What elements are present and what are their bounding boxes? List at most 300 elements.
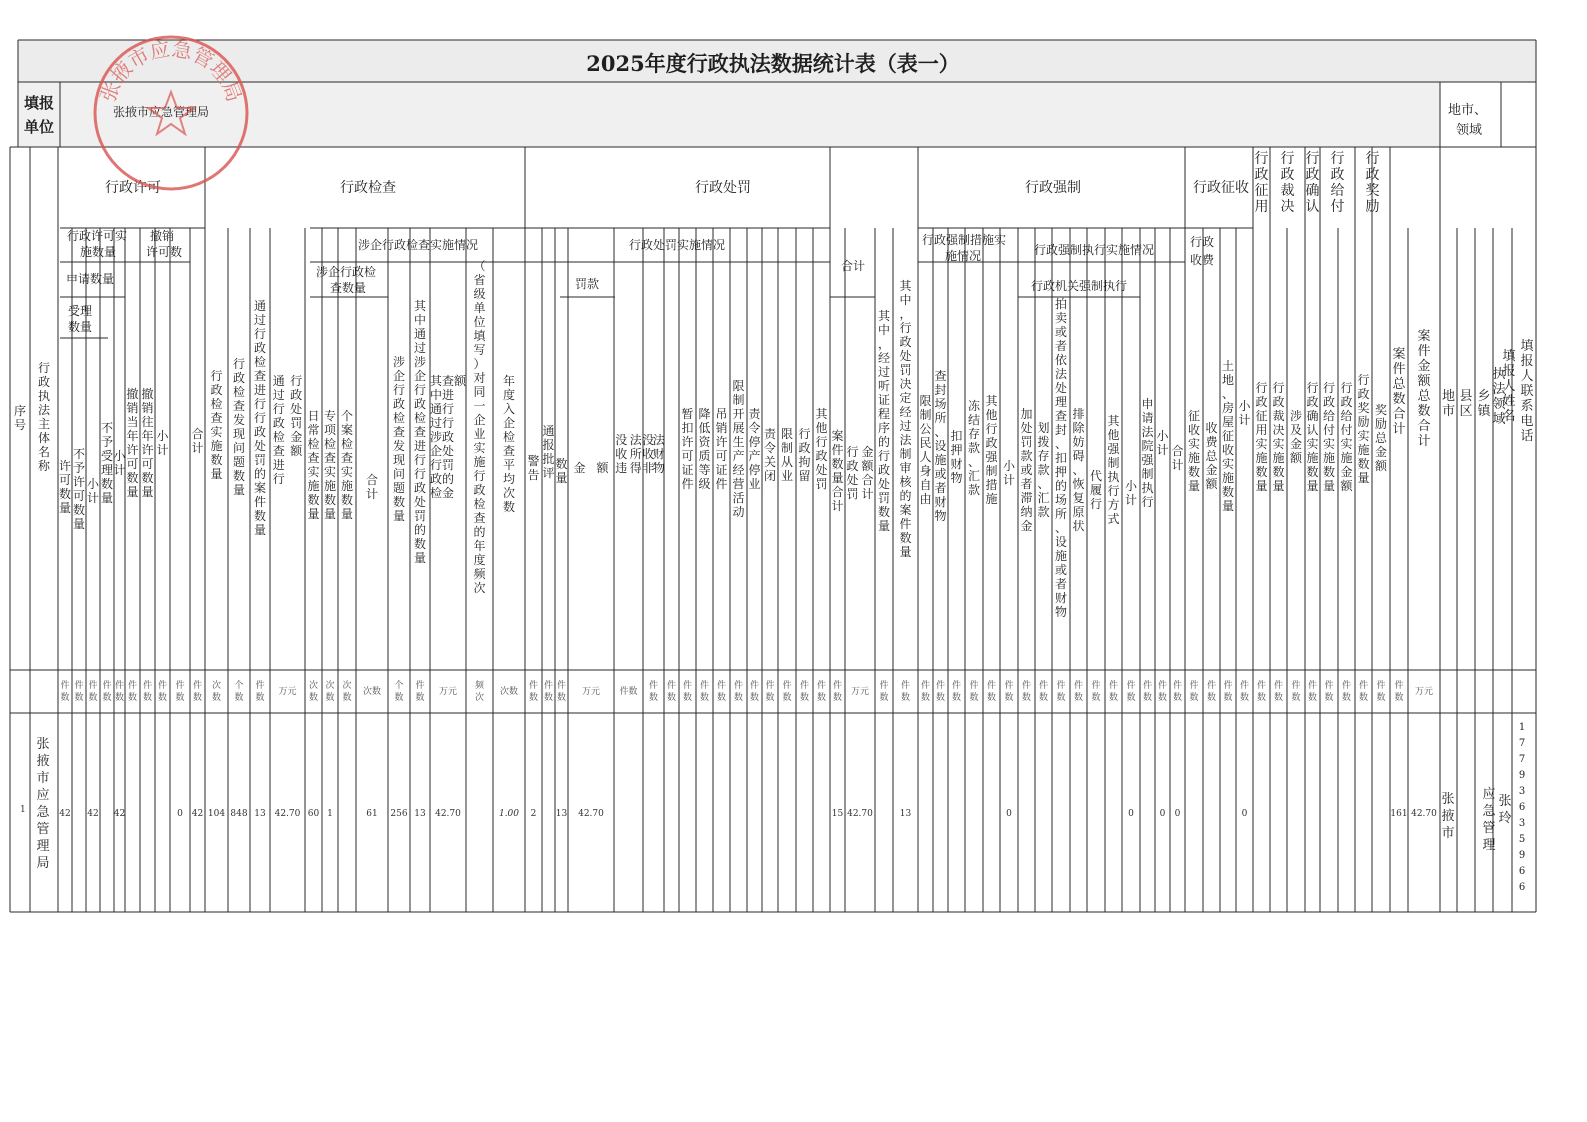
svg-text:所: 所 bbox=[629, 447, 642, 461]
svg-text:过: 过 bbox=[413, 341, 427, 355]
svg-text:检: 检 bbox=[253, 355, 267, 369]
svg-text:收: 收 bbox=[1221, 443, 1235, 457]
svg-text:营: 营 bbox=[732, 477, 745, 491]
svg-text:件: 件 bbox=[255, 681, 265, 691]
svg-text:数: 数 bbox=[1142, 693, 1153, 703]
unit-cell bbox=[128, 679, 137, 703]
unit-cell bbox=[1126, 679, 1135, 703]
svg-text:写: 写 bbox=[473, 343, 486, 357]
svg-text:政: 政 bbox=[1272, 395, 1285, 409]
svg-text:政: 政 bbox=[1357, 387, 1370, 401]
unit-cell bbox=[309, 679, 318, 703]
svg-text:施: 施 bbox=[323, 479, 337, 493]
svg-text:没: 没 bbox=[615, 433, 628, 447]
svg-text:年: 年 bbox=[473, 539, 486, 553]
svg-text:计: 计 bbox=[1002, 473, 1016, 487]
unit-cell bbox=[817, 679, 826, 703]
table-cell: 0 bbox=[1174, 809, 1181, 819]
hdr-ent-penalty-amount bbox=[430, 373, 467, 500]
svg-text:动: 动 bbox=[732, 505, 745, 519]
table-cell: 256 bbox=[390, 809, 408, 819]
hdr-licensing-impl: 行政许可实施数量 bbox=[67, 229, 128, 259]
svg-text:报: 报 bbox=[542, 438, 555, 452]
svg-text:降: 降 bbox=[698, 407, 711, 421]
svg-text:执: 执 bbox=[1107, 470, 1120, 484]
svg-text:总: 总 bbox=[1205, 449, 1218, 463]
svg-text:通: 通 bbox=[253, 299, 267, 313]
svg-text:查: 查 bbox=[253, 369, 267, 383]
svg-text:计: 计 bbox=[191, 441, 204, 455]
svg-text:政: 政 bbox=[441, 430, 455, 444]
hdr-apply: 申请数量 bbox=[66, 272, 115, 286]
svg-text:案: 案 bbox=[1392, 347, 1406, 362]
svg-text:决: 决 bbox=[899, 377, 912, 391]
svg-text:市: 市 bbox=[36, 771, 50, 786]
svg-text:或: 或 bbox=[1054, 325, 1068, 339]
svg-text:执: 执 bbox=[1141, 481, 1154, 495]
svg-text:量: 量 bbox=[1272, 479, 1285, 493]
hdr-case-total bbox=[831, 429, 843, 513]
unit-cell bbox=[969, 679, 978, 703]
svg-text:数: 数 bbox=[72, 503, 86, 517]
svg-text:6: 6 bbox=[1518, 802, 1526, 813]
svg-text:6: 6 bbox=[1518, 866, 1526, 877]
svg-text:其: 其 bbox=[815, 407, 828, 421]
svg-text:数: 数 bbox=[325, 693, 335, 703]
hdr-penalty-impl: 行政处罚实施情况 bbox=[628, 238, 726, 252]
svg-text:行: 行 bbox=[1305, 151, 1320, 167]
svg-text:企: 企 bbox=[502, 416, 516, 430]
svg-text:件: 件 bbox=[682, 681, 693, 691]
table-cell: 42.70 bbox=[578, 809, 604, 819]
svg-text:管: 管 bbox=[1482, 821, 1496, 836]
svg-text:万元: 万元 bbox=[278, 687, 297, 697]
svg-text:行: 行 bbox=[272, 402, 285, 416]
hdr-ent-penalty-cases bbox=[414, 298, 427, 565]
svg-text:所: 所 bbox=[1054, 507, 1068, 521]
svg-text:妨: 妨 bbox=[1072, 435, 1085, 449]
svg-text:行: 行 bbox=[441, 416, 455, 430]
svg-text:公: 公 bbox=[919, 422, 932, 436]
svg-text:级: 级 bbox=[698, 477, 711, 491]
svg-text:年: 年 bbox=[502, 374, 516, 388]
svg-text:拍: 拍 bbox=[1054, 297, 1068, 311]
svg-text:数: 数 bbox=[935, 693, 946, 703]
svg-text:核: 核 bbox=[899, 475, 912, 489]
unit-cell bbox=[1158, 679, 1167, 703]
hdr-deny bbox=[73, 447, 85, 531]
svg-text:收: 收 bbox=[615, 447, 628, 461]
svg-text:程: 程 bbox=[877, 407, 891, 421]
svg-text:量: 量 bbox=[1306, 479, 1319, 493]
hdr-court-exec bbox=[1141, 396, 1154, 509]
svg-text:销: 销 bbox=[141, 401, 154, 415]
svg-text:件: 件 bbox=[816, 681, 827, 691]
svg-text:合: 合 bbox=[831, 485, 844, 499]
svg-text:数: 数 bbox=[831, 457, 844, 471]
svg-text:的: 的 bbox=[253, 467, 267, 481]
svg-text:数: 数 bbox=[556, 693, 567, 703]
svg-text:计: 计 bbox=[1156, 443, 1169, 457]
svg-text:现: 现 bbox=[232, 427, 246, 441]
svg-text:征: 征 bbox=[1221, 429, 1235, 443]
svg-text:他: 他 bbox=[985, 408, 998, 422]
svg-text:数: 数 bbox=[682, 693, 693, 703]
svg-text:物: 物 bbox=[1054, 605, 1068, 619]
svg-text:可: 可 bbox=[681, 449, 694, 463]
svg-text:征: 征 bbox=[1254, 183, 1269, 199]
svg-text:件: 件 bbox=[1126, 681, 1136, 691]
svg-text:市: 市 bbox=[1441, 404, 1456, 419]
hdr-legal-review bbox=[899, 278, 912, 559]
svg-text:问: 问 bbox=[232, 441, 246, 455]
svg-text:当: 当 bbox=[126, 415, 139, 429]
svg-text:行: 行 bbox=[1280, 151, 1295, 167]
svg-text:政: 政 bbox=[37, 375, 51, 389]
svg-text:实: 实 bbox=[1187, 437, 1201, 451]
svg-text:财: 财 bbox=[950, 457, 963, 471]
svg-text:他: 他 bbox=[815, 421, 828, 435]
svg-text:合: 合 bbox=[1392, 407, 1406, 422]
svg-text:定: 定 bbox=[899, 391, 912, 405]
svg-text:者: 者 bbox=[934, 481, 947, 495]
hdr-enterprise-group: 涉企行政检查实施情况 bbox=[357, 238, 479, 252]
svg-text:付: 付 bbox=[1340, 423, 1353, 437]
svg-text:件: 件 bbox=[528, 681, 539, 691]
svg-text:非: 非 bbox=[642, 461, 655, 475]
svg-text:件: 件 bbox=[1324, 681, 1334, 691]
svg-text:行: 行 bbox=[441, 402, 455, 416]
svg-text:件: 件 bbox=[733, 681, 744, 691]
svg-text:企: 企 bbox=[392, 369, 406, 383]
svg-text:理: 理 bbox=[1482, 838, 1496, 853]
svg-text:行: 行 bbox=[253, 397, 267, 411]
svg-text:小: 小 bbox=[113, 449, 126, 463]
unit-cell bbox=[1004, 679, 1013, 703]
svg-text:撤: 撤 bbox=[141, 387, 154, 401]
svg-text:划: 划 bbox=[1037, 421, 1050, 435]
svg-text:总: 总 bbox=[1417, 389, 1431, 404]
svg-text:开: 开 bbox=[732, 407, 745, 421]
svg-text:政: 政 bbox=[272, 416, 285, 430]
svg-text:数: 数 bbox=[1417, 404, 1431, 419]
svg-text:制: 制 bbox=[780, 441, 794, 455]
svg-text:件: 件 bbox=[935, 681, 946, 691]
svg-text:件: 件 bbox=[60, 681, 70, 691]
svg-text:实: 实 bbox=[1255, 437, 1268, 451]
svg-text:措: 措 bbox=[985, 478, 998, 492]
svg-text:金: 金 bbox=[1417, 359, 1431, 374]
svg-text:民: 民 bbox=[919, 436, 932, 450]
table-cell: 0 bbox=[1128, 809, 1134, 819]
svg-text:给: 给 bbox=[1340, 409, 1353, 423]
svg-text:制: 制 bbox=[732, 393, 745, 407]
hdr-remove-obstacle bbox=[1072, 406, 1085, 533]
table-cell: 104 bbox=[207, 809, 226, 819]
svg-text:所: 所 bbox=[934, 411, 947, 425]
svg-text:3: 3 bbox=[1518, 818, 1526, 829]
svg-text:押: 押 bbox=[1054, 465, 1068, 479]
svg-text:总: 总 bbox=[1392, 377, 1406, 392]
svg-text:法: 法 bbox=[1141, 425, 1154, 439]
unit-cell bbox=[1074, 679, 1083, 703]
svg-text:冻: 冻 bbox=[967, 399, 981, 413]
unit-cell bbox=[1257, 679, 1266, 703]
hdr-freeze bbox=[968, 398, 981, 497]
svg-text:土: 土 bbox=[1221, 359, 1235, 373]
unit-cell bbox=[649, 679, 658, 703]
svg-text:法: 法 bbox=[1492, 382, 1506, 397]
svg-text:许: 许 bbox=[141, 443, 154, 457]
unit-cell bbox=[921, 679, 930, 703]
svg-text:计: 计 bbox=[86, 491, 100, 505]
svg-text:数: 数 bbox=[1256, 693, 1267, 703]
svg-text:评: 评 bbox=[542, 466, 555, 480]
svg-text:、: 、 bbox=[934, 425, 947, 439]
svg-text:额: 额 bbox=[1205, 477, 1218, 491]
svg-text:施: 施 bbox=[934, 453, 947, 467]
vertical-headers bbox=[14, 151, 1535, 619]
svg-text:同: 同 bbox=[473, 385, 486, 399]
svg-text:处: 处 bbox=[413, 495, 427, 509]
hdr-insp-problems bbox=[233, 357, 245, 497]
svg-text:、: 、 bbox=[1221, 387, 1235, 401]
svg-text:计: 计 bbox=[1392, 422, 1406, 437]
hdr-notice bbox=[542, 424, 554, 480]
svg-text:政: 政 bbox=[232, 371, 246, 385]
svg-text:查: 查 bbox=[232, 399, 246, 413]
hdr-expropriation-group bbox=[1255, 151, 1269, 215]
svg-text:件: 件 bbox=[1004, 681, 1014, 691]
svg-text:金: 金 bbox=[441, 486, 455, 500]
svg-text:额: 额 bbox=[290, 444, 303, 458]
unit-cell bbox=[782, 679, 791, 703]
svg-text:申: 申 bbox=[1141, 397, 1154, 411]
svg-text:行: 行 bbox=[1330, 151, 1345, 167]
hdr-special bbox=[324, 408, 337, 521]
svg-text:主: 主 bbox=[37, 417, 51, 431]
svg-text:扣: 扣 bbox=[950, 429, 963, 443]
svg-text:经: 经 bbox=[899, 405, 912, 419]
svg-text:查: 查 bbox=[934, 369, 947, 383]
svg-text:金: 金 bbox=[1020, 519, 1033, 533]
svg-text:查: 查 bbox=[323, 451, 337, 465]
svg-text:系: 系 bbox=[1520, 399, 1534, 414]
svg-text:掖: 掖 bbox=[1441, 809, 1455, 824]
svg-text:行: 行 bbox=[253, 327, 267, 341]
svg-text:封: 封 bbox=[934, 383, 947, 397]
svg-text:小: 小 bbox=[1002, 459, 1016, 473]
svg-text:闭: 闭 bbox=[763, 469, 777, 483]
svg-text:，: ， bbox=[877, 337, 891, 351]
svg-text:件: 件 bbox=[900, 681, 911, 691]
svg-text:年: 年 bbox=[126, 429, 139, 443]
svg-text:法: 法 bbox=[652, 433, 665, 447]
svg-text:数: 数 bbox=[60, 693, 70, 703]
svg-text:数: 数 bbox=[733, 693, 744, 703]
svg-text:限: 限 bbox=[732, 379, 745, 393]
svg-text:数: 数 bbox=[543, 693, 554, 703]
svg-text:收: 收 bbox=[1187, 423, 1201, 437]
svg-text:吊: 吊 bbox=[715, 407, 728, 421]
svg-text:处: 处 bbox=[815, 463, 828, 477]
svg-text:行: 行 bbox=[1254, 151, 1269, 167]
svg-text:其: 其 bbox=[985, 394, 998, 408]
svg-text:其: 其 bbox=[899, 279, 912, 293]
unit-cell bbox=[325, 679, 334, 703]
svg-text:数: 数 bbox=[142, 693, 153, 703]
svg-text:实: 实 bbox=[1221, 457, 1235, 471]
hdr-late-fee bbox=[1020, 406, 1032, 533]
unit-cell bbox=[700, 679, 709, 703]
hdr-revoke-previous bbox=[141, 386, 153, 499]
svg-text:计: 计 bbox=[113, 463, 126, 477]
svg-text:局: 局 bbox=[36, 856, 50, 871]
row-values bbox=[59, 809, 1437, 819]
svg-text:罚: 罚 bbox=[253, 453, 267, 467]
svg-text:金: 金 bbox=[1289, 437, 1303, 451]
svg-text:行: 行 bbox=[272, 472, 285, 486]
svg-text:行: 行 bbox=[413, 383, 427, 397]
svg-text:数: 数 bbox=[920, 693, 931, 703]
svg-text:数: 数 bbox=[1157, 693, 1168, 703]
svg-text:小: 小 bbox=[1238, 399, 1251, 413]
svg-text:政: 政 bbox=[290, 388, 303, 402]
svg-text:其: 其 bbox=[1107, 414, 1120, 428]
hdr-payment-count bbox=[1323, 381, 1335, 493]
svg-text:件: 件 bbox=[1157, 681, 1168, 691]
svg-text:7: 7 bbox=[1518, 754, 1526, 765]
unit-cell bbox=[500, 685, 518, 697]
svg-text:数: 数 bbox=[528, 693, 539, 703]
unit-cell bbox=[901, 679, 910, 703]
svg-text:小: 小 bbox=[1156, 429, 1169, 443]
hdr-transfer bbox=[1037, 420, 1049, 519]
svg-text:其: 其 bbox=[877, 309, 891, 323]
svg-text:过: 过 bbox=[899, 419, 912, 433]
hdr-confiscate-property bbox=[642, 432, 666, 475]
svg-text:名: 名 bbox=[37, 445, 51, 459]
svg-text:检: 检 bbox=[232, 385, 246, 399]
hdr-payment-group bbox=[1331, 151, 1345, 215]
svg-text:件: 件 bbox=[1056, 681, 1066, 691]
svg-text:行: 行 bbox=[1107, 484, 1120, 498]
svg-text:过: 过 bbox=[429, 416, 443, 430]
svg-text:款: 款 bbox=[967, 483, 981, 497]
table-cell: 1.00 bbox=[498, 809, 520, 819]
svg-text:、: 、 bbox=[1037, 477, 1050, 491]
svg-text:行: 行 bbox=[877, 449, 891, 463]
hdr-insp-penalty-cases bbox=[254, 299, 266, 537]
svg-text:施: 施 bbox=[1340, 451, 1353, 465]
svg-text:查: 查 bbox=[210, 411, 223, 425]
svg-text:数: 数 bbox=[1056, 693, 1066, 703]
svg-text:中: 中 bbox=[429, 388, 443, 402]
svg-text:计: 计 bbox=[861, 487, 874, 501]
seal-text: 张掖市应急管理局 bbox=[95, 36, 247, 105]
svg-text:款: 款 bbox=[1037, 505, 1050, 519]
svg-text:政: 政 bbox=[1254, 167, 1269, 183]
svg-text:合: 合 bbox=[365, 473, 379, 487]
svg-text:罚: 罚 bbox=[899, 363, 912, 377]
svg-text:查: 查 bbox=[413, 425, 427, 439]
hdr-enterprise-count: 涉企行政检查数量 bbox=[316, 265, 377, 295]
svg-text:款: 款 bbox=[1020, 449, 1033, 463]
svg-text:量: 量 bbox=[1357, 471, 1370, 485]
svg-text:案: 案 bbox=[1417, 329, 1431, 344]
table-cell: 42.70 bbox=[274, 809, 301, 819]
svg-text:计: 计 bbox=[1124, 493, 1138, 507]
svg-text:过: 过 bbox=[877, 365, 891, 379]
svg-text:处: 处 bbox=[1020, 421, 1033, 435]
svg-text:许: 许 bbox=[58, 459, 72, 473]
svg-text:中: 中 bbox=[899, 293, 912, 307]
svg-text:行: 行 bbox=[815, 435, 828, 449]
hdr-confirmation-count bbox=[1306, 381, 1318, 493]
svg-text:计: 计 bbox=[1171, 458, 1184, 472]
svg-text:行: 行 bbox=[232, 357, 246, 371]
svg-text:数: 数 bbox=[879, 693, 889, 703]
svg-text:件: 件 bbox=[666, 681, 677, 691]
svg-text:小: 小 bbox=[1124, 479, 1138, 493]
svg-text:数: 数 bbox=[392, 495, 406, 509]
hdr-annual-freq bbox=[473, 259, 486, 595]
svg-text:3: 3 bbox=[1518, 786, 1526, 797]
svg-text:数: 数 bbox=[1172, 693, 1183, 703]
hdr-levy-subtotal bbox=[1238, 399, 1251, 427]
unit-cell bbox=[234, 679, 243, 703]
svg-text:，: ， bbox=[899, 307, 912, 321]
svg-text:奖: 奖 bbox=[1374, 403, 1388, 417]
hdr-confirmation-group bbox=[1306, 151, 1320, 215]
page-title: 2025年度行政执法数据统计表（表一） bbox=[586, 51, 960, 76]
svg-text:件: 件 bbox=[192, 681, 203, 691]
unit-cell bbox=[1394, 679, 1403, 703]
svg-text:企: 企 bbox=[429, 444, 443, 458]
svg-text:理: 理 bbox=[36, 839, 50, 854]
svg-text:滞: 滞 bbox=[1020, 491, 1033, 505]
svg-text:件: 件 bbox=[88, 681, 98, 691]
unit-cell bbox=[74, 679, 83, 703]
svg-text:件: 件 bbox=[1394, 681, 1404, 691]
hdr-exec-subtotal-c bbox=[1156, 429, 1169, 457]
svg-text:件数: 件数 bbox=[619, 687, 638, 697]
hdr-adjudication-count bbox=[1272, 381, 1284, 493]
hdr-accepted: 受理数量 bbox=[68, 304, 93, 334]
svg-text:展: 展 bbox=[732, 421, 745, 435]
svg-text:量: 量 bbox=[100, 491, 114, 505]
svg-text:序: 序 bbox=[877, 421, 891, 435]
svg-text:县: 县 bbox=[1459, 389, 1473, 404]
svg-text:度: 度 bbox=[502, 388, 516, 402]
svg-text:量: 量 bbox=[831, 471, 844, 485]
hdr-filler-name bbox=[1502, 349, 1516, 424]
svg-text:代: 代 bbox=[1089, 469, 1103, 483]
svg-text:管: 管 bbox=[36, 822, 50, 837]
svg-text:受: 受 bbox=[100, 449, 114, 463]
svg-text:件: 件 bbox=[986, 681, 997, 691]
svg-text:数: 数 bbox=[900, 693, 911, 703]
svg-text:小: 小 bbox=[156, 429, 169, 443]
svg-text:政: 政 bbox=[1305, 167, 1320, 183]
table-cell: 42 bbox=[191, 809, 204, 819]
svg-text:制: 制 bbox=[1141, 467, 1154, 481]
svg-text:实: 实 bbox=[1272, 437, 1285, 451]
cell-filler-phone bbox=[1519, 722, 1525, 893]
svg-text:件: 件 bbox=[765, 681, 775, 691]
svg-text:数: 数 bbox=[175, 693, 185, 703]
svg-text:数: 数 bbox=[114, 693, 125, 703]
